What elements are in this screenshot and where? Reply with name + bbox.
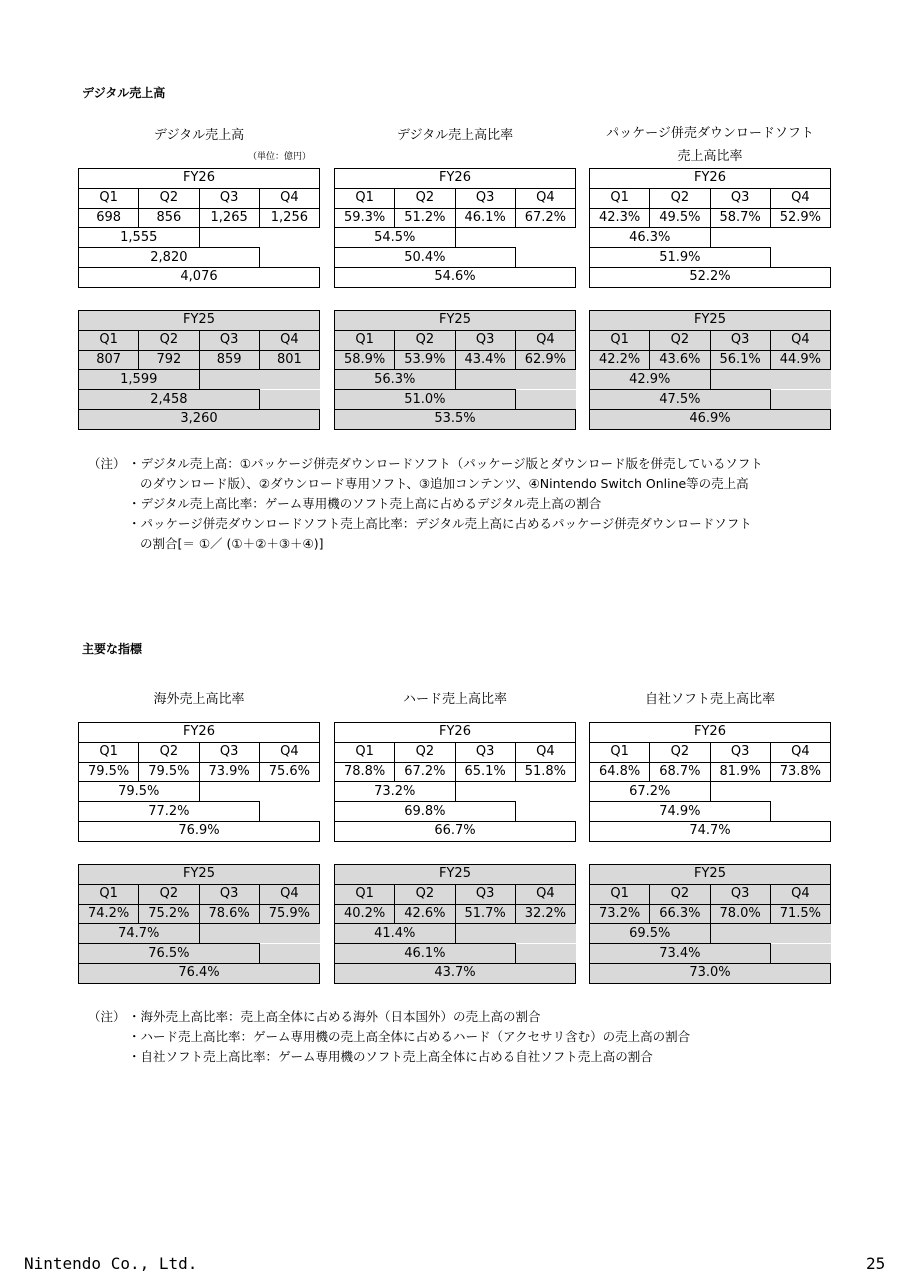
empty-cell [259,944,319,964]
quarter-value: 68.7% [650,762,710,782]
unit-label: （単位：億円） [248,152,312,162]
quarter-value: 53.9% [395,350,455,370]
empty-cell [770,944,830,964]
empty-cell [199,924,320,944]
full-year-value: 76.4% [79,963,320,983]
three-quarters-value: 51.9% [590,248,771,268]
quarter-value: 78.6% [199,904,259,924]
data-table-fy25 [78,864,320,984]
full-year-value: 53.5% [335,409,576,429]
first-half-value: 41.4% [335,924,456,944]
quarter-header: Q1 [335,884,395,904]
three-quarters-value: 74.9% [590,802,771,822]
quarter-value: 64.8% [590,762,650,782]
empty-cell [455,782,576,802]
quarter-value: 42.6% [395,904,455,924]
quarter-header: Q2 [395,188,455,208]
quarter-value: 856 [139,208,199,228]
data-table-fy26 [334,722,576,842]
caption-hardware-ratio: ハード売上高比率 [402,692,507,707]
caption-package-ratio-1: パッケージ併売ダウンロードソフト [606,126,814,141]
caption-first-party-ratio: 自社ソフト売上高比率 [644,692,775,707]
fiscal-year-header: FY26 [79,169,320,189]
quarter-header: Q1 [79,330,139,350]
footer-page-number: 25 [866,1254,886,1273]
empty-cell [770,802,830,822]
first-half-value: 42.9% [590,370,711,390]
quarter-value: 65.1% [455,762,515,782]
note-line: の割合[＝ ①／ (①＋②＋③＋④)] [140,536,324,551]
quarter-header: Q1 [590,742,650,762]
section-title-digital: デジタル売上高 [82,86,166,100]
three-quarters-value: 69.8% [335,802,516,822]
quarter-header: Q4 [770,188,830,208]
full-year-value: 4,076 [79,267,320,287]
quarter-header: Q1 [335,330,395,350]
full-year-value: 52.2% [590,267,831,287]
quarter-header: Q3 [199,330,259,350]
quarter-value: 792 [139,350,199,370]
quarter-header: Q3 [710,188,770,208]
empty-cell [710,782,831,802]
full-year-value: 3,260 [79,409,320,429]
data-table-fy26 [78,168,320,288]
quarter-header: Q2 [650,884,710,904]
quarter-value: 807 [79,350,139,370]
quarter-header: Q4 [259,742,319,762]
quarter-header: Q4 [259,188,319,208]
quarter-value: 51.7% [455,904,515,924]
quarter-header: Q4 [259,884,319,904]
quarter-value: 43.6% [650,350,710,370]
three-quarters-value: 50.4% [335,248,516,268]
quarter-header: Q2 [650,330,710,350]
quarter-header: Q4 [770,330,830,350]
quarter-header: Q3 [710,884,770,904]
data-table-fy26 [589,722,831,842]
full-year-value: 46.9% [590,409,831,429]
quarter-header: Q4 [515,188,575,208]
quarter-header: Q3 [199,742,259,762]
empty-cell [515,802,575,822]
empty-cell [710,924,831,944]
three-quarters-value: 73.4% [590,944,771,964]
quarter-header: Q2 [650,188,710,208]
quarter-header: Q3 [199,188,259,208]
quarter-header: Q2 [650,742,710,762]
three-quarters-value: 46.1% [335,944,516,964]
quarter-value: 49.5% [650,208,710,228]
full-year-value: 43.7% [335,963,576,983]
note-line: ・ハード売上高比率：ゲーム専用機の売上高全体に占めるハード（アクセサリ含む）の売上高の割合 [128,1029,691,1044]
quarter-value: 32.2% [515,904,575,924]
empty-cell [259,802,319,822]
quarter-header: Q2 [395,884,455,904]
quarter-header: Q4 [515,884,575,904]
quarter-value: 58.7% [710,208,770,228]
quarter-value: 59.3% [335,208,395,228]
quarter-value: 52.9% [770,208,830,228]
quarter-value: 859 [199,350,259,370]
quarter-header: Q2 [139,188,199,208]
empty-cell [515,944,575,964]
empty-cell [770,248,830,268]
quarter-header: Q2 [139,884,199,904]
quarter-value: 51.8% [515,762,575,782]
quarter-header: Q4 [515,330,575,350]
fiscal-year-header: FY25 [79,865,320,885]
quarter-value: 43.4% [455,350,515,370]
quarter-header: Q3 [199,884,259,904]
quarter-header: Q2 [139,742,199,762]
fiscal-year-header: FY25 [590,865,831,885]
note-line: ・パッケージ併売ダウンロードソフト売上高比率：デジタル売上高に占めるパッケージ併売ダウンロードソフト [128,516,752,531]
quarter-value: 73.9% [199,762,259,782]
quarter-value: 73.8% [770,762,830,782]
quarter-value: 1,265 [199,208,259,228]
fiscal-year-header: FY25 [590,311,831,331]
fiscal-year-header: FY26 [590,723,831,743]
data-table-fy25 [334,864,576,984]
quarter-value: 74.2% [79,904,139,924]
quarter-header: Q4 [259,330,319,350]
caption-package-ratio-2: 売上高比率 [677,149,743,164]
quarter-header: Q2 [395,742,455,762]
notes-label: （注） [88,1009,126,1024]
quarter-header: Q1 [79,884,139,904]
notes-label: （注） [88,456,126,471]
quarter-header: Q2 [139,330,199,350]
quarter-header: Q1 [79,742,139,762]
empty-cell [515,390,575,410]
quarter-value: 71.5% [770,904,830,924]
empty-cell [455,924,576,944]
full-year-value: 73.0% [590,963,831,983]
data-table-fy25 [78,310,320,430]
caption-overseas-ratio: 海外売上高比率 [153,692,245,707]
notes-key-indicators [88,1007,690,1067]
data-table-fy26 [589,168,831,288]
data-table-fy26 [78,722,320,842]
quarter-header: Q3 [455,330,515,350]
first-half-value: 67.2% [590,782,711,802]
data-table-fy25 [589,310,831,430]
quarter-header: Q3 [455,742,515,762]
quarter-value: 42.3% [590,208,650,228]
quarter-header: Q1 [335,742,395,762]
quarter-value: 44.9% [770,350,830,370]
quarter-value: 58.9% [335,350,395,370]
empty-cell [199,782,320,802]
quarter-value: 42.2% [590,350,650,370]
empty-cell [770,390,830,410]
note-line: のダウンロード版）、②ダウンロード専用ソフト、③追加コンテンツ、④Nintendo Switch Online等の売上高 [140,476,749,491]
empty-cell [710,228,831,248]
empty-cell [199,370,320,390]
quarter-value: 67.2% [515,208,575,228]
quarter-header: Q3 [710,742,770,762]
empty-cell [199,228,320,248]
empty-cell [259,390,319,410]
fiscal-year-header: FY26 [590,169,831,189]
fiscal-year-header: FY25 [335,311,576,331]
three-quarters-value: 77.2% [79,802,260,822]
empty-cell [455,228,576,248]
quarter-header: Q1 [590,330,650,350]
full-year-value: 74.7% [590,821,831,841]
three-quarters-value: 51.0% [335,390,516,410]
quarter-header: Q4 [515,742,575,762]
fiscal-year-header: FY25 [79,311,320,331]
note-line: ・海外売上高比率：売上高全体に占める海外（日本国外）の売上高の割合 [128,1009,541,1024]
quarter-value: 73.2% [590,904,650,924]
empty-cell [710,370,831,390]
note-line: ・デジタル売上高比率：ゲーム専用機のソフト売上高に占めるデジタル売上高の割合 [128,496,602,511]
section-title-key-indicators: 主要な指標 [82,642,143,656]
three-quarters-value: 47.5% [590,390,771,410]
first-half-value: 1,555 [79,228,200,248]
full-year-value: 54.6% [335,267,576,287]
quarter-value: 67.2% [395,762,455,782]
quarter-value: 56.1% [710,350,770,370]
quarter-header: Q1 [335,188,395,208]
first-half-value: 56.3% [335,370,456,390]
quarter-value: 78.0% [710,904,770,924]
quarter-value: 75.6% [259,762,319,782]
first-half-value: 79.5% [79,782,200,802]
quarter-value: 75.2% [139,904,199,924]
quarter-header: Q1 [590,884,650,904]
quarter-value: 79.5% [139,762,199,782]
quarter-header: Q3 [455,188,515,208]
fiscal-year-header: FY26 [79,723,320,743]
full-year-value: 76.9% [79,821,320,841]
quarter-header: Q1 [590,188,650,208]
quarter-value: 66.3% [650,904,710,924]
quarter-value: 62.9% [515,350,575,370]
empty-cell [259,248,319,268]
first-half-value: 69.5% [590,924,711,944]
quarter-header: Q4 [770,742,830,762]
quarter-header: Q3 [710,330,770,350]
first-half-value: 54.5% [335,228,456,248]
note-line: ・自社ソフト売上高比率：ゲーム専用機のソフト売上高全体に占める自社ソフト売上高の割合 [128,1049,653,1064]
quarter-value: 81.9% [710,762,770,782]
quarter-value: 51.2% [395,208,455,228]
quarter-value: 40.2% [335,904,395,924]
quarter-value: 801 [259,350,319,370]
fiscal-year-header: FY26 [335,169,576,189]
data-table-fy25 [334,310,576,430]
first-half-value: 73.2% [335,782,456,802]
note-line: ・デジタル売上高：①パッケージ併売ダウンロードソフト（パッケージ版とダウンロード版を併売しているソフト [128,456,763,471]
quarter-header: Q1 [79,188,139,208]
footer-company: Nintendo Co., Ltd. [24,1254,198,1273]
empty-cell [515,248,575,268]
quarter-header: Q3 [455,884,515,904]
notes-digital [88,454,763,554]
quarter-value: 78.8% [335,762,395,782]
data-table-fy26 [334,168,576,288]
full-year-value: 66.7% [335,821,576,841]
quarter-value: 79.5% [79,762,139,782]
three-quarters-value: 2,820 [79,248,260,268]
quarter-value: 698 [79,208,139,228]
first-half-value: 1,599 [79,370,200,390]
fiscal-year-header: FY25 [335,865,576,885]
quarter-value: 46.1% [455,208,515,228]
quarter-header: Q2 [395,330,455,350]
empty-cell [455,370,576,390]
first-half-value: 74.7% [79,924,200,944]
caption-digital-sales: デジタル売上高 [153,128,245,143]
fiscal-year-header: FY26 [335,723,576,743]
quarter-value: 1,256 [259,208,319,228]
three-quarters-value: 76.5% [79,944,260,964]
quarter-header: Q4 [770,884,830,904]
quarter-value: 75.9% [259,904,319,924]
caption-digital-ratio: デジタル売上高比率 [396,128,514,143]
three-quarters-value: 2,458 [79,390,260,410]
first-half-value: 46.3% [590,228,711,248]
data-table-fy25 [589,864,831,984]
